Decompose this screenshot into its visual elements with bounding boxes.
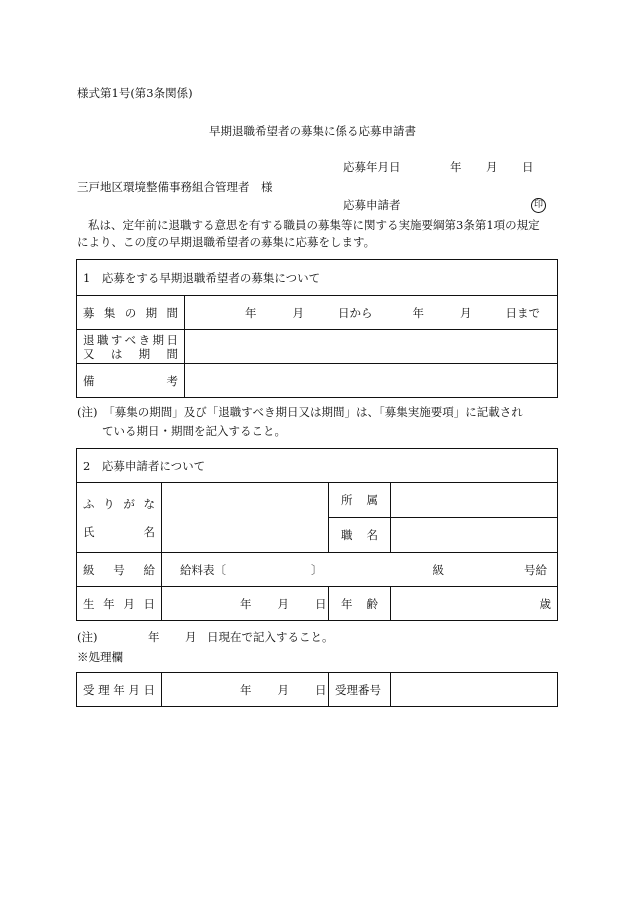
seal-mark-icon: 印: [531, 198, 546, 213]
note2-suffix: 日現在で記入すること。: [207, 630, 334, 644]
position-label-cell: [329, 518, 391, 553]
addressee: 三戸地区環境整備事務組合管理者 様: [77, 180, 273, 194]
form-number: 様式第1号(第3条関係): [77, 86, 193, 100]
recruitment-table: [76, 259, 558, 398]
remarks-value-cell[interactable]: [185, 364, 558, 398]
birth-label: 生年月日: [83, 596, 155, 611]
affiliation-value-cell[interactable]: [391, 483, 558, 518]
note1-line-2: ている期日・期間を記入すること。: [102, 424, 286, 438]
period-label: 募集の期間: [83, 305, 178, 320]
period-from-month: 月: [292, 305, 304, 320]
birth-year: 年: [240, 596, 252, 611]
received-year: 年: [240, 682, 252, 697]
birth-day: 日: [315, 596, 327, 611]
birth-label-cell: [77, 587, 162, 621]
grade-unit: 級: [432, 562, 444, 577]
name-label-cell: [77, 483, 162, 553]
salary-table-label: 給料表〔: [180, 562, 226, 577]
applicant-table: [76, 448, 558, 621]
note2-month: 月: [185, 630, 197, 644]
age-value-cell[interactable]: [391, 587, 558, 621]
application-date-month: 月: [486, 160, 498, 174]
note2-prefix: (注): [77, 630, 98, 644]
step-unit: 号給: [524, 562, 548, 577]
affiliation-label: 所属: [341, 493, 378, 507]
processing-heading: ※処理欄: [77, 650, 123, 664]
received-value: [168, 682, 327, 697]
name-label: 氏名: [83, 524, 155, 539]
period-from-year: 年: [245, 305, 257, 320]
received-label-cell: [77, 673, 162, 707]
retire-label-cell: [77, 330, 185, 364]
position-value-cell[interactable]: [391, 518, 558, 553]
application-date-day: 日: [522, 160, 534, 174]
receipt-number-value-cell[interactable]: [391, 673, 558, 707]
retire-label-line-1: 退職すべき期日: [83, 332, 178, 347]
remarks-label-cell: [77, 364, 185, 398]
retire-label-line-2: 又は期間: [83, 346, 178, 361]
birth-value: [168, 596, 327, 611]
affiliation-label-cell: [329, 483, 391, 518]
remarks-label: 備考: [83, 373, 178, 388]
section2-heading: 2 応募申請者について: [77, 449, 558, 483]
period-value-cell[interactable]: [185, 296, 558, 330]
applicant-label: 応募申請者: [343, 198, 401, 212]
intro-line-1: 私は、定年前に退職する意思を有する職員の募集等に関する実施要綱第3条第1項の規定: [88, 218, 540, 232]
note1-line-1: (注) 「募集の期間」及び「退職すべき期日又は期間」は、「募集実施要項」に記載され: [77, 405, 523, 419]
period-value: [191, 306, 551, 320]
received-label: 受理年月日: [83, 682, 155, 697]
application-date-label: 応募年月日: [343, 160, 401, 174]
received-day: 日: [315, 682, 327, 697]
age-label: 年齢: [341, 596, 378, 611]
receipt-number-label: 受理番号: [335, 682, 381, 697]
received-month: 月: [277, 682, 289, 697]
application-date-year: 年: [450, 160, 462, 174]
age-unit: 歳: [539, 596, 552, 611]
grade-value-cell[interactable]: [162, 553, 558, 587]
period-label-cell: [77, 296, 185, 330]
birth-value-cell[interactable]: [162, 587, 329, 621]
section1-heading: 1 応募をする早期退職希望者の募集について: [77, 260, 558, 296]
period-to-day: 日まで: [505, 305, 540, 320]
received-value-cell[interactable]: [162, 673, 329, 707]
period-to-month: 月: [460, 305, 472, 320]
grade-label-cell: [77, 553, 162, 587]
receipt-number-label-cell: [329, 673, 391, 707]
period-from-day: 日から: [338, 305, 373, 320]
furigana-label: ふりがな: [83, 496, 155, 511]
grade-label: 級号給: [83, 562, 155, 577]
period-to-year: 年: [412, 305, 424, 320]
birth-month: 月: [277, 596, 289, 611]
page-title: 早期退職希望者の募集に係る応募申請書: [209, 124, 416, 138]
position-label: 職名: [341, 528, 378, 542]
processing-table: [76, 672, 558, 707]
name-value-cell[interactable]: [162, 483, 329, 553]
retire-value-cell[interactable]: [185, 330, 558, 364]
grade-value: [180, 563, 547, 577]
age-label-cell: [329, 587, 391, 621]
salary-table-close: 〕: [311, 562, 323, 577]
intro-line-2: により、この度の早期退職希望者の募集に応募をします。: [77, 235, 376, 249]
note2-year: 年: [148, 630, 160, 644]
